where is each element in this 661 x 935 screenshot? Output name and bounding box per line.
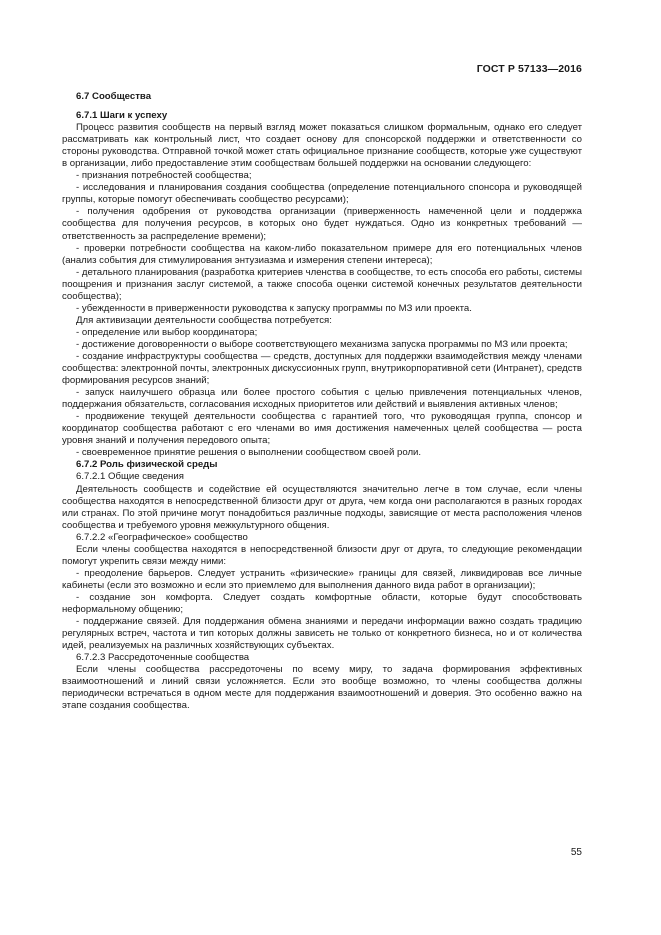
standard-header: ГОСТ Р 57133—2016 [476, 63, 582, 75]
subsection-title: Роль физической среды [100, 459, 218, 471]
list-item: - продвижение текущей деятельности сообщества с гарантией того, что руководящая группа, спонсор и координатор сообщества работают с его членами во имя достижения намеченных целей сообщества — роста уровня знаний и получения передового опыта; [62, 411, 582, 447]
section-heading-title: Сообщества [92, 91, 152, 102]
subsubsection-heading-6721: 6.7.2.1 Общие сведения [76, 471, 184, 483]
subsection-heading-671 [62, 110, 582, 122]
page-number: 55 [570, 847, 582, 858]
list-item: - преодоление барьеров. Следует устранить «физические» границы для связей, ликвидировав все личные кабинеты (если это возможно и если это приемлемо для выполнения данного вида работ в организации); [62, 567, 582, 591]
paragraph: Если члены сообщества рассредоточены по всему миру, то задача формирования эффективных взаимоотношений и линий связи усложняется. Если это вообще возможно, то члены сообщества должны периодически встречаться в одном месте для поддержания взаимоотношений и доверия. Это особенно важно на этапе создания сообщества. [62, 664, 582, 712]
list-item: - детального планирования (разработка критериев членства в сообществе, то есть способа его работы, системы поощрения и признания заслуг системой, а также способа оценки системой конечных результатов деятельности сообщества); [62, 266, 582, 302]
paragraph: Деятельность сообществ и содействие ей осуществляются значительно легче в том случае, если члены сообщества находятся в непосредственной близости друг от друга, чем когда они располагаются в разных городах или странах. По этой причине могут понадобиться различные подходы, зависящие от места расположения членов сообщества и требуемого уровня межкультурного общения. [62, 483, 582, 531]
list-item: - исследования и планирования создания сообщества (определение потенциального спонсора и руководящей группы, которые помогут обеспечивать сообщество ресурсами); [62, 182, 582, 206]
subsubsection-heading-6722: 6.7.2.2 «Географическое» сообщество [76, 531, 248, 543]
list-item: - создание инфраструктуры сообщества — средств, доступных для поддержки взаимодействия между членами сообщества: электронной почты, электронных дискуссионных групп, внутрикорпоративной сети (Интранет), средств формирования ресурсов знаний; [62, 350, 582, 387]
list-item: - запуск наилучшего образца или более простого события с целью привлечения потенциальных членов, поддержания обязательств, согласования исходных приоритетов или действий и выявления активных членов; [62, 387, 582, 411]
section-heading-num: 6.7 [76, 91, 90, 102]
list-item: - получения одобрения от руководства организации (приверженность намеченной цели и поддержка сообщества для получения ресурсов, в которых оно будет нуждаться. Одно из конкретных требований — ответственность за распределение времени); [62, 206, 582, 242]
list-item: - убежденности в приверженности руководства к запуску программы по МЗ или проекта. [76, 302, 472, 314]
paragraph: Если члены сообщества находятся в непосредственной близости друг от друга, то следующие рекомендации помогут укрепить связи между ними: [62, 543, 582, 567]
section-heading [62, 91, 582, 103]
paragraph: Процесс развития сообществ на первый взгляд может показаться слишком формальным, однако его следует рассматривать как контрольный лист, что создает основу для спонсорской поддержки и ответственности со стороны руководства. Отправной точкой может стать официальное признание сообществ, которые уже существуют в организации, либо предоставление этим сообществам большей поддержки на основании следующего: [62, 122, 582, 170]
list-item: - своевременное принятие решения о выполнении сообществом своей роли. [76, 447, 422, 459]
subsection-num: 6.7.2 [76, 459, 98, 471]
paragraph: Для активизации деятельности сообщества потребуется: [76, 314, 332, 326]
list-item: - проверки потребности сообщества на каком-либо показательном примере для его потенциальных членов (анализ события для стимулирования энтузиазма и измерения степени интереса); [62, 242, 582, 266]
list-item: - создание зон комфорта. Следует создать комфортные области, которые будут способствовать неформальному общению; [62, 591, 582, 615]
list-item: - достижение договоренности о выборе соответствующего механизма запуска программы по МЗ или проекта; [76, 338, 568, 350]
subsection-heading-672 [62, 459, 582, 471]
subsubsection-heading-6723: 6.7.2.3 Рассредоточенные сообщества [76, 652, 250, 664]
content [62, 91, 582, 712]
subsection-title: Шаги к успеху [100, 110, 168, 122]
list-item: - поддержание связей. Для поддержания обмена знаниями и передачи информации важно создать традицию регулярных встреч, частота и тип которых должны зависеть не только от конкретного бизнеса, но и от количества идей, реализуемых на различных хозяйствующих субъектах. [62, 616, 582, 652]
list-item: - признания потребностей сообщества; [76, 170, 252, 182]
subsection-num: 6.7.1 [76, 110, 98, 122]
list-item: - определение или выбор координатора; [76, 326, 258, 338]
